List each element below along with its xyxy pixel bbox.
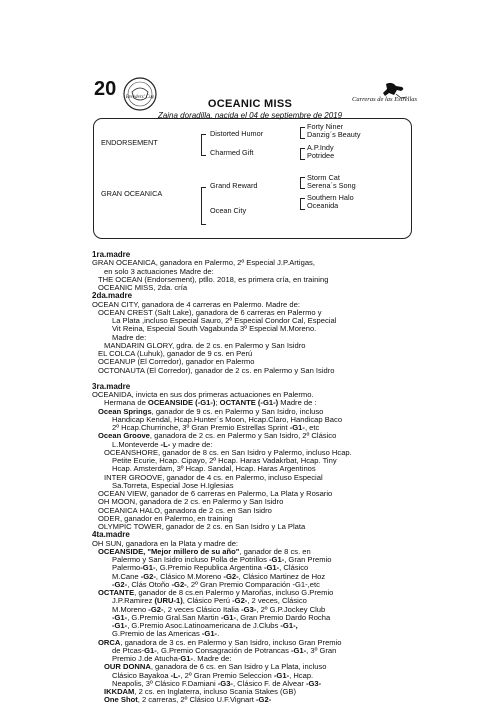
bold-text: (URU-1) (154, 596, 183, 606)
text: en solo 3 actuaciones Madre de: (104, 266, 214, 276)
sire-sire-bracket (300, 127, 305, 139)
text: Madre de: (112, 332, 147, 342)
dam-sire: Grand Reward (210, 181, 258, 190)
text: , 2 carreras, 2º Clásico U.F.Vignart (137, 695, 257, 705)
text: ; (215, 398, 220, 408)
lot-number: 20 (94, 78, 117, 100)
section-heading: 2da.madre (92, 291, 133, 301)
bold-text: -G1-, (280, 621, 298, 630)
bold-text: -G1- (269, 555, 285, 564)
text: OH MOON, ganadora de 2 cs. en Palermo y San Isidro (98, 497, 284, 507)
text: , G.Premio Consagración de Potrancas (156, 645, 291, 655)
text: , Gran Premio (284, 555, 332, 564)
dam-bracket (201, 187, 206, 225)
text: M.Cane (112, 571, 141, 581)
bold-text: OCTANTE (-G1-) (219, 398, 279, 408)
bold-text: -G1- (220, 612, 237, 622)
bold-text: -L- (170, 670, 181, 680)
bold-text: -G1- (263, 563, 280, 573)
text: EL COLCA (Luhuk), ganador de 9 cs. en Perú (98, 349, 253, 358)
text: M.Moreno (112, 604, 149, 614)
sire: ENDORSEMENT (101, 138, 158, 147)
text: OH SUN, ganadora en la Plata y madre de: (92, 538, 239, 548)
text: , ganadora de 3 cs. en Palermo y San Isidro, incluso Gran Premio (120, 637, 342, 647)
dam: GRAN OCEANICA (101, 189, 163, 198)
text: MANDARIN GLORY, gdra. de 2 cs. en Palermo y San Isidro (104, 340, 306, 350)
text: Clásico Bayakoa (112, 670, 171, 680)
text: OCEANICA HALO, ganadora de 2 cs. en San Isidro (98, 505, 272, 515)
bold-text: -G1- (290, 645, 307, 655)
text: , Clásico Perú (182, 596, 233, 606)
bold-text: -G2- (148, 604, 164, 614)
text: Petite Ecurie, Hcap. Cipayo, 2º Hcap. Haras Vadakrbat, Hcap. Tiny (112, 456, 337, 465)
bold-text: G1- (180, 654, 194, 663)
text: OCEANIDA, invicta en sus dos primeras actuaciones en Palermo. (92, 390, 314, 399)
bold-text: IKKDAM (104, 687, 135, 696)
section-heading: 4ta.madre (92, 530, 130, 540)
text: , 2 cs. en Inglaterra, incluso Scania Stakes (GB) (134, 687, 297, 696)
bold-text: Ocean Springs (98, 406, 152, 416)
dam-dam-dam: Oceanida (307, 201, 339, 210)
bold-text: -G3- (305, 678, 322, 688)
bold-text: -G1- (289, 423, 305, 432)
text: L.Monteverde (112, 439, 161, 449)
spacer (92, 375, 422, 383)
text: Premio J.de Atucha- (112, 654, 181, 663)
text: , 3º Gran (306, 645, 337, 655)
bold-text: -G2- (256, 695, 272, 705)
bold-text: -G1- (140, 563, 156, 573)
text: y madre de: (170, 439, 213, 449)
text: , Hcap. (289, 670, 314, 680)
record-line (92, 696, 422, 704)
sire-bracket (201, 134, 206, 156)
text: ODER, ganador en Palermo, en training (98, 513, 233, 523)
text: , Clásico M.Moreno (155, 571, 224, 581)
section-heading: 3ra.madre (92, 381, 131, 391)
bold-text: -G2- (232, 596, 248, 606)
dam-sire-bracket (300, 177, 305, 189)
bold-text: OCEANSIDE (-G1-) (147, 398, 216, 408)
bold-text: -G3- (217, 678, 233, 688)
text: G.Premio de las Americas (112, 629, 202, 639)
text: , 2º Gran Premio Seleccion (180, 670, 274, 680)
text: , ganadora de 6 cs. en San Isidro y La Plata, incluso (150, 662, 327, 672)
dam-dam: Ocean City (210, 206, 247, 215)
bold-text: Ocean Groove (98, 431, 150, 441)
text: , G.Premio Gral.San Martin (127, 612, 221, 622)
sire-sire-dam: Danzig´s Beauty (307, 130, 361, 139)
text: OCTONAUTA (El Corredor), ganador de 2 cs. en Palermo y San Isidro (98, 365, 335, 375)
dam-dam-bracket (300, 198, 305, 210)
text: Sa.Torreta, Especial Jose H.Iglesias (112, 480, 234, 490)
bold-text: -G1- (201, 629, 218, 639)
bold-text: -G1- (273, 670, 290, 680)
brand-logo-text: Carreras de las Estrellas (352, 96, 418, 103)
bold-text: -G2- (223, 571, 239, 581)
dam-sire-dam: Serena´s Song (307, 181, 356, 190)
text: , Clás Otoño (127, 579, 172, 589)
sire-sire: Distorted Humor (210, 129, 264, 138)
text: Vit Reina, Especial South Vagabunda 3º Especial M.Moreno. (112, 324, 317, 334)
bold-text: -G3- (241, 604, 257, 614)
bold-text: -L- (160, 439, 171, 449)
text: Hermana de (104, 398, 148, 408)
text: Palermo y San Isidro incluso Polla de Potrillos (112, 555, 270, 564)
text: . (217, 629, 220, 639)
dam-dam-sire: Southern Halo (307, 193, 354, 202)
text: , G.Premio Republica Argentina (155, 563, 264, 573)
horse-description: Zaina doradilla, nacida el 04 de septiembre de 2019 (157, 111, 343, 120)
text: , ganadora de 2 cs. en Palermo y San Isidro, 2º Clásico (149, 431, 337, 441)
bold-text: -G1- (112, 612, 128, 622)
text: Palermo (112, 563, 141, 573)
bold-text: -G2- (140, 571, 156, 581)
text: OCEANUP (El Corredor), ganador en Palermo (98, 357, 255, 367)
text: , etc (304, 423, 320, 432)
text: de Ptcas- (112, 645, 145, 655)
produce-record (92, 251, 422, 705)
text: OCEAN VIEW, ganador de 6 carreras en Palermo, La Plata y Rosario (98, 489, 333, 498)
text: , Gran Premio Dardo Rocha (236, 612, 331, 622)
text: GRAN OCEANICA, ganadora en Palermo, 2º Especial J.P.Artigas, (92, 258, 315, 268)
text: Hcap. Amsterdam, 3º Hcap. Sandal, Hcap. Haras Argentinos (112, 464, 316, 474)
text: Handicap Kendal, Hcap.Hunter´s Moon, Hcap.Claro, Handicap Baco (112, 414, 343, 424)
text: , 2º G.P.Jockey Club (256, 604, 326, 614)
text: , G.Premio Asoc.Latinoamericana de J.Clubs (127, 621, 281, 630)
bold-text: OCEANSIDE, "Mejor millero de su año" (98, 546, 240, 556)
sire-dam-sire: A.P.Indy (307, 143, 334, 152)
bold-text: One Shot (104, 695, 138, 705)
text: , ganador de 9 cs. en Palermo y San Isidro, incluso (151, 406, 324, 416)
bold-text: -G1- (112, 621, 128, 630)
sire-dam: Charmed Gift (210, 148, 254, 157)
text: OCEAN CREST (Salt Lake), ganadora de 6 carreras en Palermo y (98, 307, 322, 317)
text: , ganador de 8 cs. en (239, 546, 311, 556)
sire-dam-dam: Potridee (307, 151, 335, 160)
text: , 2 veces Clásico Italia (163, 604, 242, 614)
sire-dam-bracket (300, 148, 305, 160)
sire-sire-sire: Forty Niner (307, 122, 344, 131)
dam-sire-sire: Storm Cat (307, 173, 340, 182)
text: . Madre de: (193, 654, 232, 663)
record-line (92, 367, 422, 375)
text: OCEANIC MISS, 2da. cría (98, 283, 188, 292)
bold-text: G1- (144, 645, 157, 655)
section-heading: 1ra.madre (92, 250, 131, 259)
bold-text: -G2- (171, 579, 187, 589)
pedigree-box (93, 118, 412, 239)
text: , Clásico Martinez de Hoz (238, 571, 326, 581)
text: 2º Hcap.Churrinche, 3º Gran Premio Estrellas Sprint (112, 423, 290, 432)
text: , 2 veces, Clásico (247, 596, 307, 606)
bold-text: OCTANTE (98, 588, 135, 597)
text: OCEANSHORE, ganador de 8 cs. en San Isidro y Palermo, incluso Hcap. (104, 447, 352, 457)
text: Neapolis, 3º Clásico F.Damiani (112, 678, 218, 688)
text: THE OCEAN (Endorsement), ptllo. 2018, es primera cría, en training (98, 274, 329, 284)
text: , Clásico F. de Alvear (232, 678, 306, 688)
seal-text: Breeders' Cup (125, 95, 155, 100)
record-line (92, 284, 422, 292)
bold-text: -G2- (112, 579, 128, 589)
text: La Plata ,incluso Especial Sauro, 2º Especial Condor Cal, Especial (112, 316, 337, 325)
text: J.P.Ramirez (112, 596, 155, 606)
text: Madre de : (278, 398, 317, 408)
text: , 2º Gran Premio Comparación -G1-,etc (186, 579, 320, 589)
horse-name: OCEANIC MISS (207, 98, 293, 110)
text: OCEAN CITY, ganadora de 4 carreras en Palermo. Madre de: (92, 299, 300, 309)
text: , Clásico (279, 563, 309, 573)
text: , ganador de 8 cs.en Palermo y Marоñas, incluso G.Premio (134, 588, 334, 597)
text: INTER GROOVE, ganador de 4 cs. en Palermo, incluso Especial (104, 472, 323, 482)
record-line (92, 523, 422, 531)
bold-text: OUR DONNA (104, 662, 151, 672)
bold-text: ORCA (98, 637, 121, 647)
text: OLYMPIC TOWER, ganador de 2 cs. en San Isidro y La Plata (98, 522, 306, 531)
